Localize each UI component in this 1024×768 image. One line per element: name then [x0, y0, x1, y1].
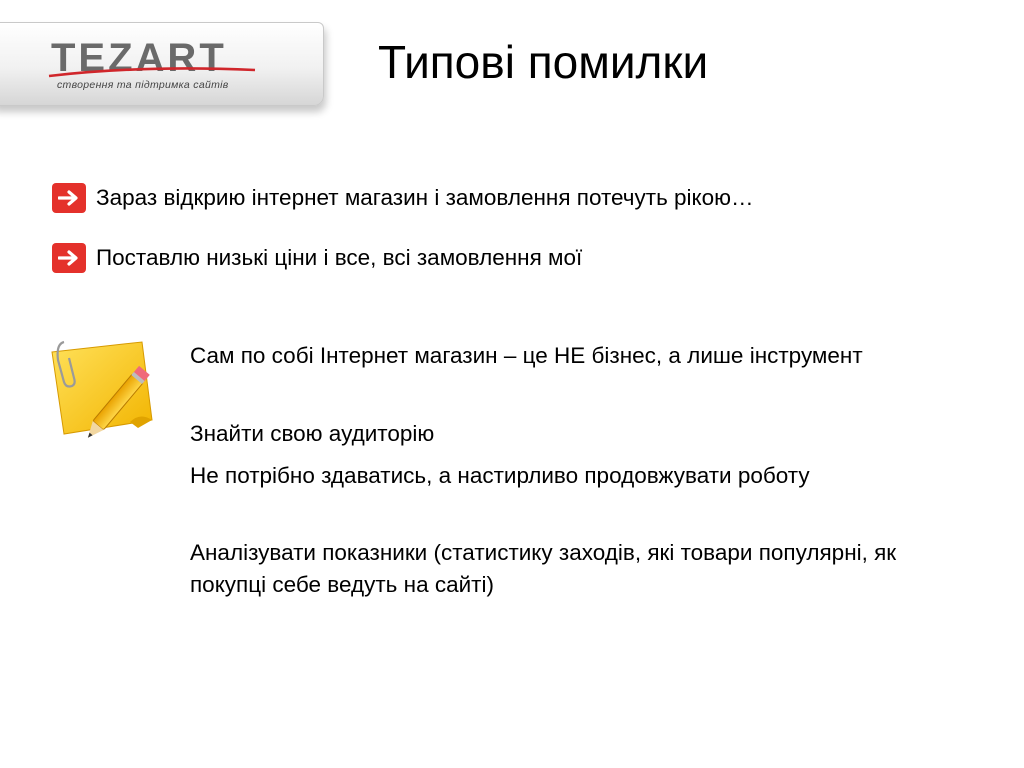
bullet-text: Поставлю низькі ціни і все, всі замовлення мої	[96, 245, 583, 270]
note-paragraph: Знайти свою аудиторію	[190, 421, 435, 446]
logo-tagline: створення та підтримка сайтів	[57, 79, 229, 91]
arrow-right-icon	[52, 243, 86, 273]
slide-title: Типові помилки	[378, 36, 709, 88]
note-paragraph: Не потрібно здаватись, а настирливо продовжувати роботу	[190, 463, 810, 488]
bullet-text: Зараз відкрию інтернет магазин і замовлення потечуть рікою…	[96, 185, 754, 210]
sticky-note-pencil-icon	[42, 338, 164, 446]
bullet-item	[52, 181, 754, 215]
note-paragraph: Аналізувати показники (статистику заходів, які товари популярні, як покупці себе ведуть на сайті)	[190, 540, 897, 597]
bullet-item	[52, 241, 582, 275]
logo-banner	[0, 22, 324, 106]
tezart-logo	[43, 29, 263, 85]
arrow-right-icon	[52, 183, 86, 213]
logo-wordmark: TEZART	[51, 36, 227, 80]
note-paragraph: Сам по собі Інтернет магазин – це НЕ бізнес, а лише інструмент	[190, 343, 863, 368]
